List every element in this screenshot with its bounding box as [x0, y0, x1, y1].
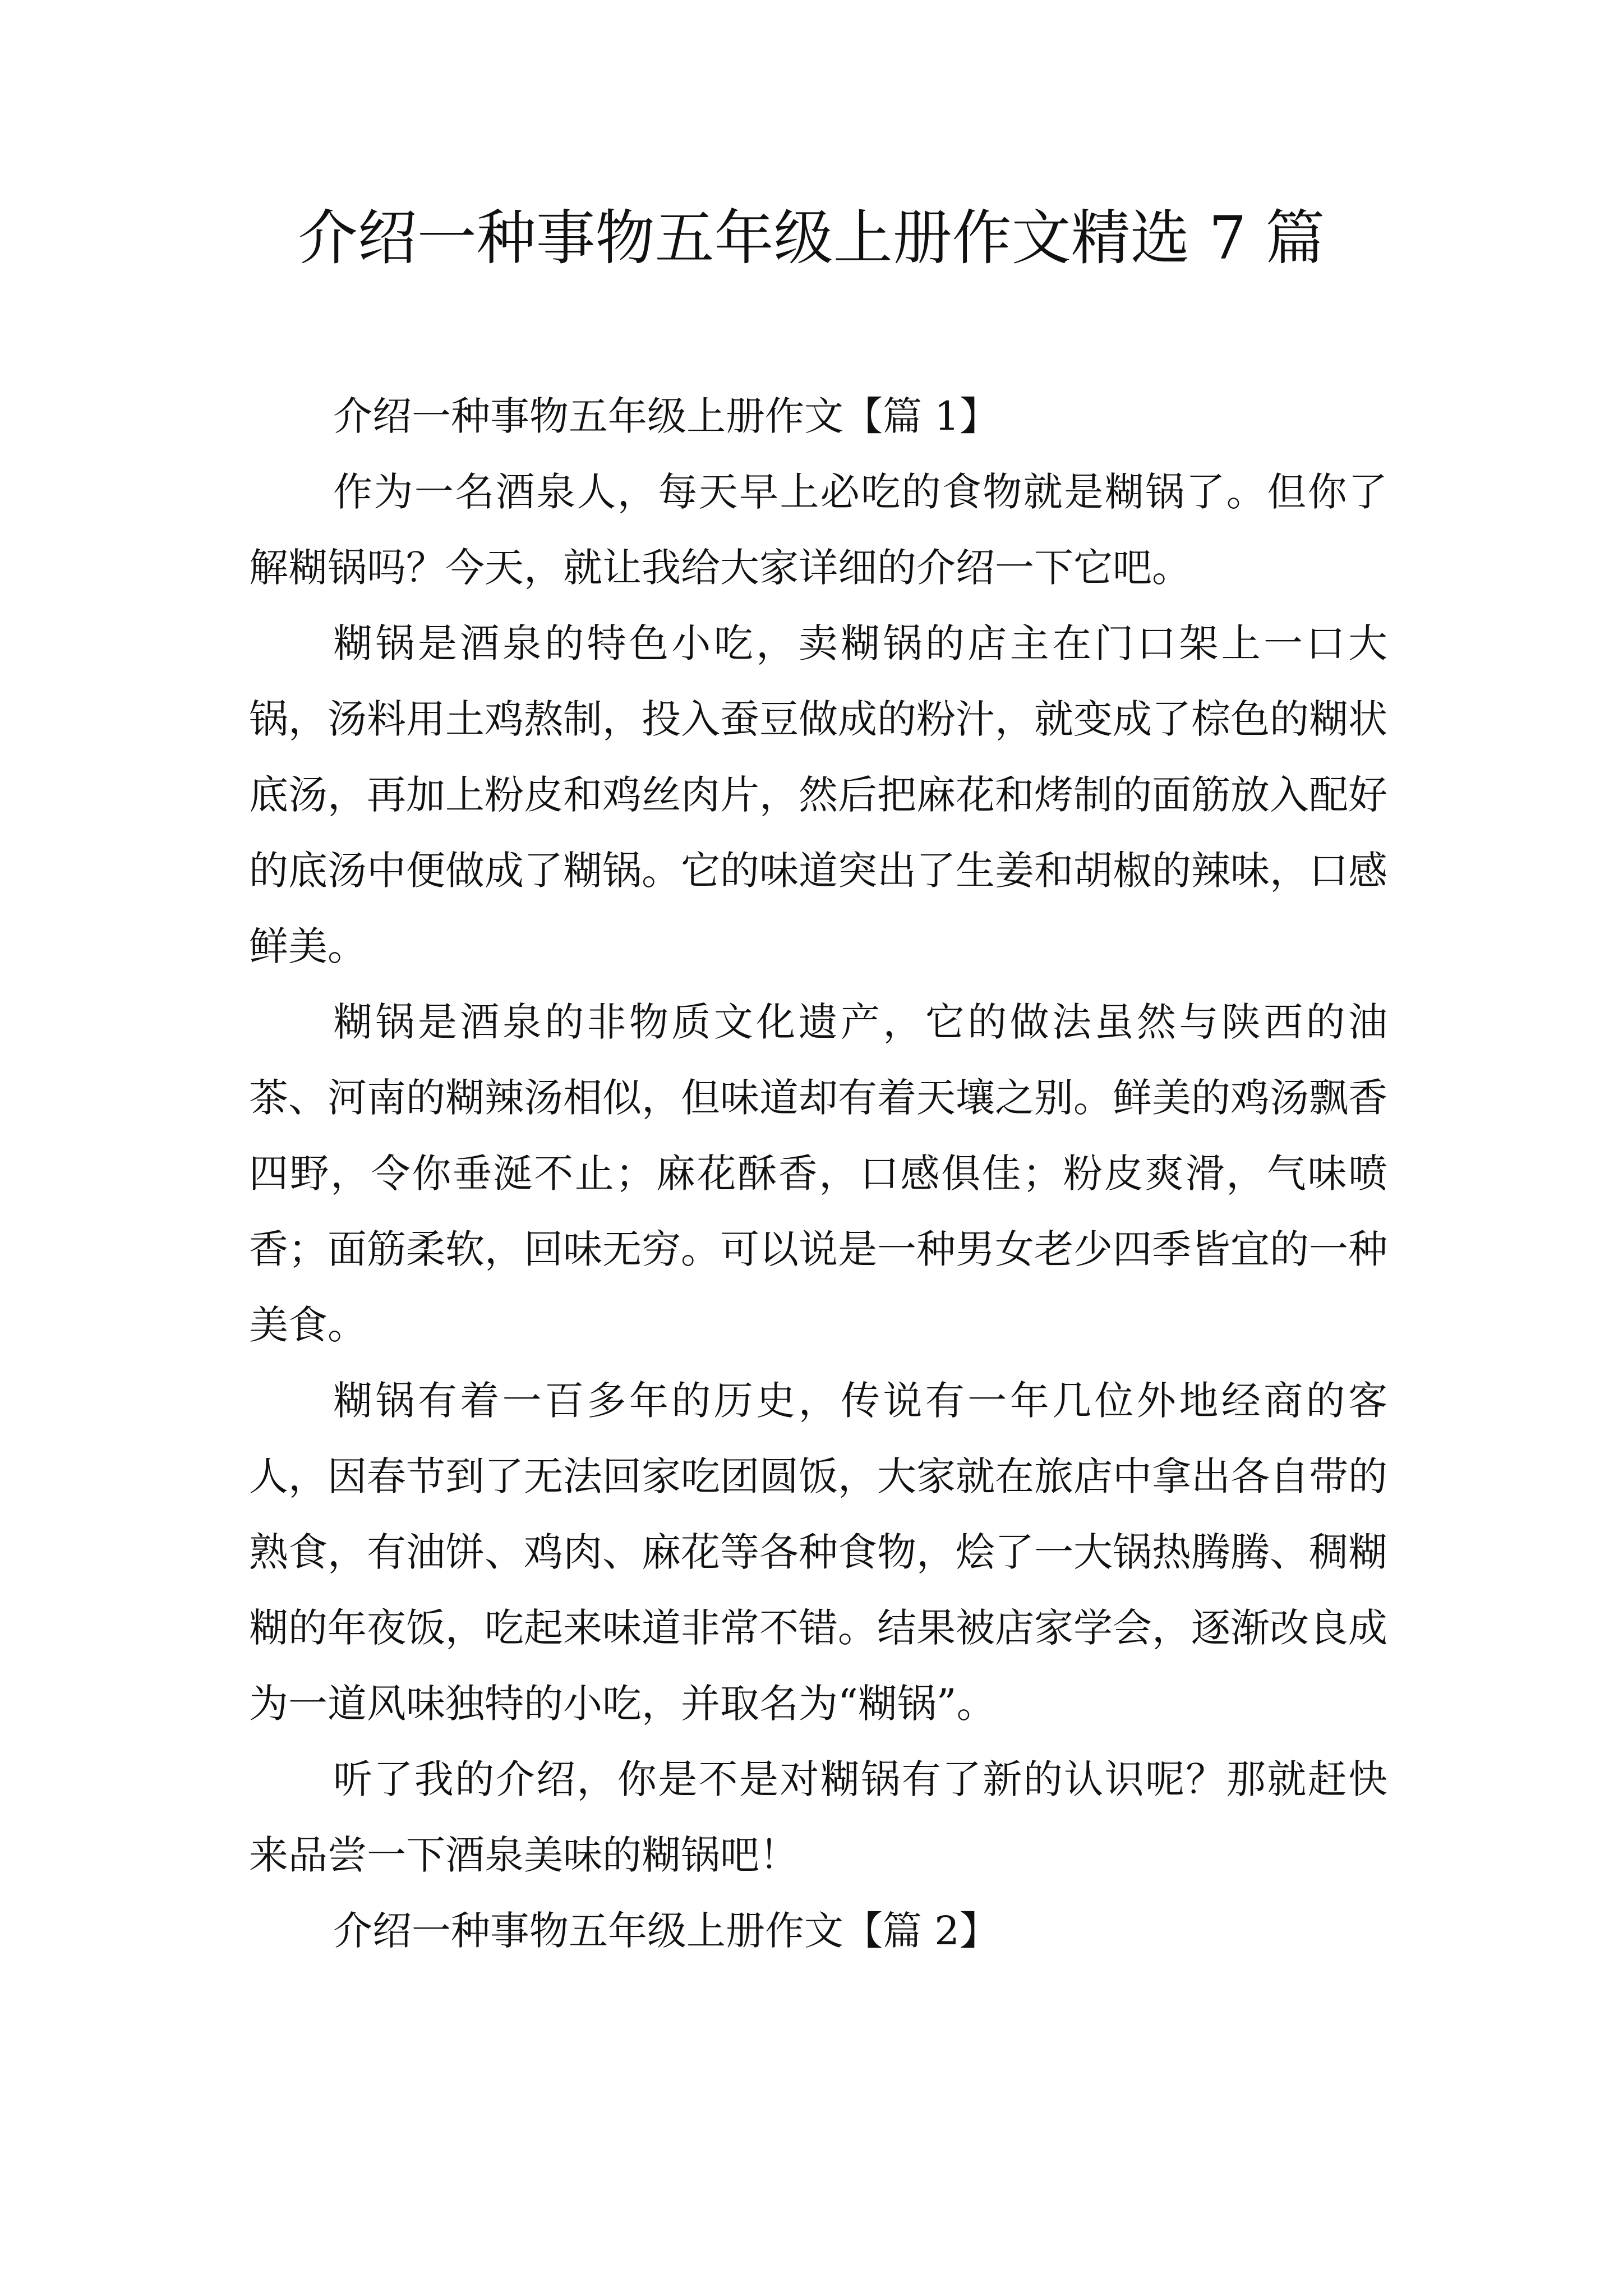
document-body [249, 379, 1387, 1969]
paragraph-4: 糊锅有着一百多年的历史，传说有一年几位外地经商的客人，因春节到了无法回家吃团圆饭，大家就在旅店中拿出各自带的熟食，有油饼、鸡肉、麻花等各种食物，烩了一大锅热腾腾、稠糊糊的年夜饭，吃起来味道非常不错。结果被店家学会，逐渐改良成为一道风味独特的小吃，并取名为“糊锅”。 [249, 1378, 1387, 1727]
document-title: 介绍一种事物五年级上册作文精选 7 篇 [298, 204, 1325, 273]
paragraph-5: 听了我的介绍，你是不是对糊锅有了新的认识呢？那就赶快来品尝一下酒泉美味的糊锅吧！ [249, 1756, 1387, 1878]
paragraph-3: 糊锅是酒泉的非物质文化遗产，它的做法虽然与陕西的油茶、河南的糊辣汤相似，但味道却有着天壤之别。鲜美的鸡汤飘香四野，令你垂涎不止；麻花酥香，口感俱佳；粉皮爽滑，气味喷香；面筋柔软，回味无穷。可以说是一种男女老少四季皆宜的一种美食。 [249, 999, 1387, 1348]
section-heading-1: 介绍一种事物五年级上册作文【篇 1】 [333, 393, 999, 439]
section-heading-2: 介绍一种事物五年级上册作文【篇 2】 [333, 1908, 999, 1954]
paragraph-2: 糊锅是酒泉的特色小吃，卖糊锅的店主在门口架上一口大锅，汤料用土鸡熬制，投入蚕豆做成的粉汁，就变成了棕色的糊状底汤，再加上粉皮和鸡丝肉片，然后把麻花和烤制的面筋放入配好的底汤中便做成了糊锅。它的味道突出了生姜和胡椒的辣味，口感鲜美。 [249, 620, 1387, 969]
paragraph-1: 作为一名酒泉人，每天早上必吃的食物就是糊锅了。但你了解糊锅吗？今天，就让我给大家详细的介绍一下它吧。 [249, 469, 1387, 591]
